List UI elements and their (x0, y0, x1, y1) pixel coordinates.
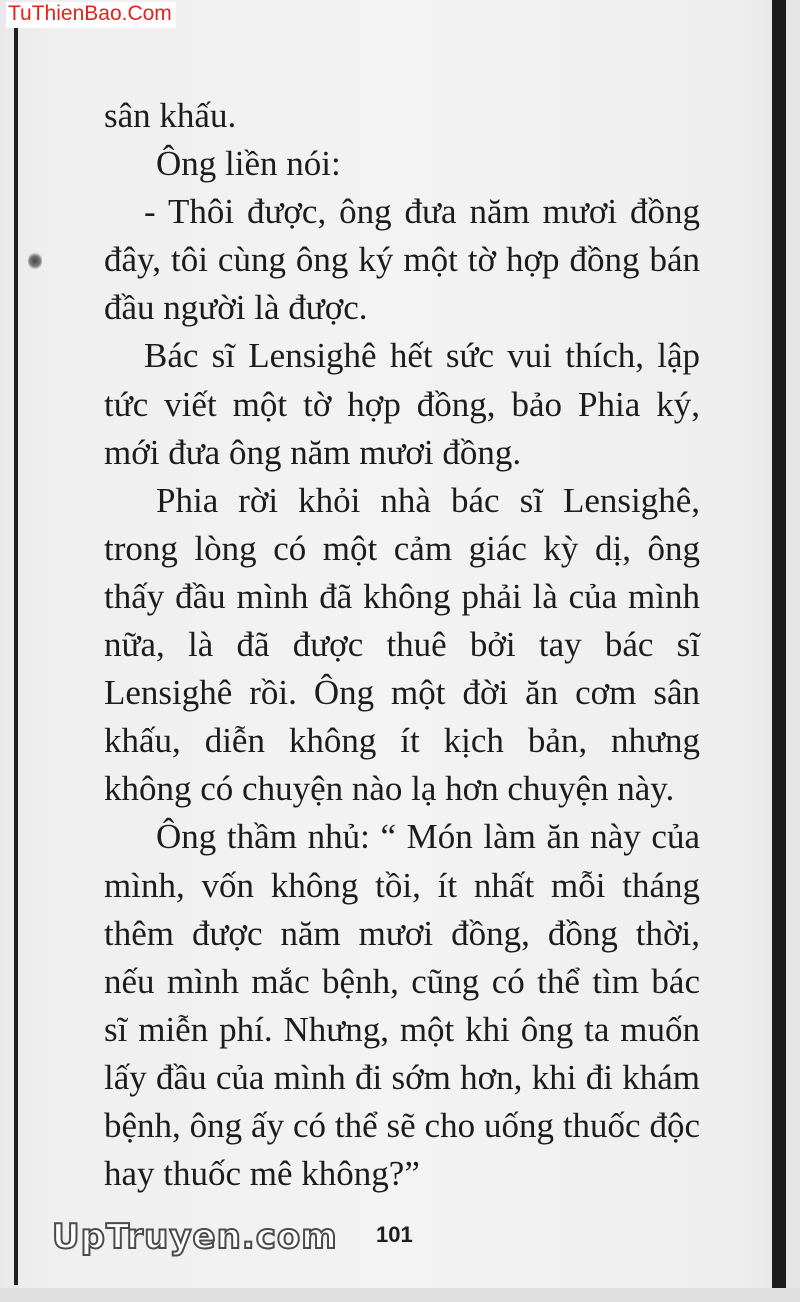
page-text (104, 92, 700, 1198)
ink-speck (28, 252, 42, 270)
page-number: 101 (376, 1222, 413, 1247)
page-bottom-edge (0, 1288, 800, 1302)
paragraph-6: Ông thầm nhủ: “ Món làm ăn này của mình, vốn không tồi, ít nhất mỗi tháng thêm được năm mươi đồng, đồng thời, nếu mình mắc bệnh, cũng có thể tìm bác sĩ miễn phí. Nhưng, một khi ông ta muốn lấy đầu của mình đi sớm hơn, khi đi khám bệnh, ông ấy có thể sẽ cho uống thuốc độc hay thuốc mê không?” (104, 817, 700, 1194)
watermark-bottom: UpTruyen.com (52, 1217, 338, 1257)
paragraph-4: Bác sĩ Lensighê hết sức vui thích, lập tức viết một tờ hợp đồng, bảo Phia ký, mới đưa ông năm mươi đồng. (104, 336, 700, 472)
paragraph-5: Phia rời khỏi nhà bác sĩ Lensighê, trong lòng có một cảm giác kỳ dị, ông thấy đầu mình đã không phải là của mình nữa, là đã được thuê bởi tay bác sĩ Lensighê rồi. Ông một đời ăn cơm sân khấu, diễn không ít kịch bản, nhưng không có chuyện nào lạ hơn chuyện này. (104, 480, 700, 809)
page-left-shadow (14, 20, 18, 1285)
paragraph-2: Ông liền nói: (156, 144, 341, 184)
paragraph-1: sân khấu. (104, 96, 237, 135)
page-right-shadow (772, 0, 786, 1290)
watermark-top: TuThienBao.Com (6, 2, 176, 28)
paragraph-3: - Thôi được, ông đưa năm mươi đồng đây, tôi cùng ông ký một tờ hợp đồng bán đầu người là được. (104, 192, 700, 328)
